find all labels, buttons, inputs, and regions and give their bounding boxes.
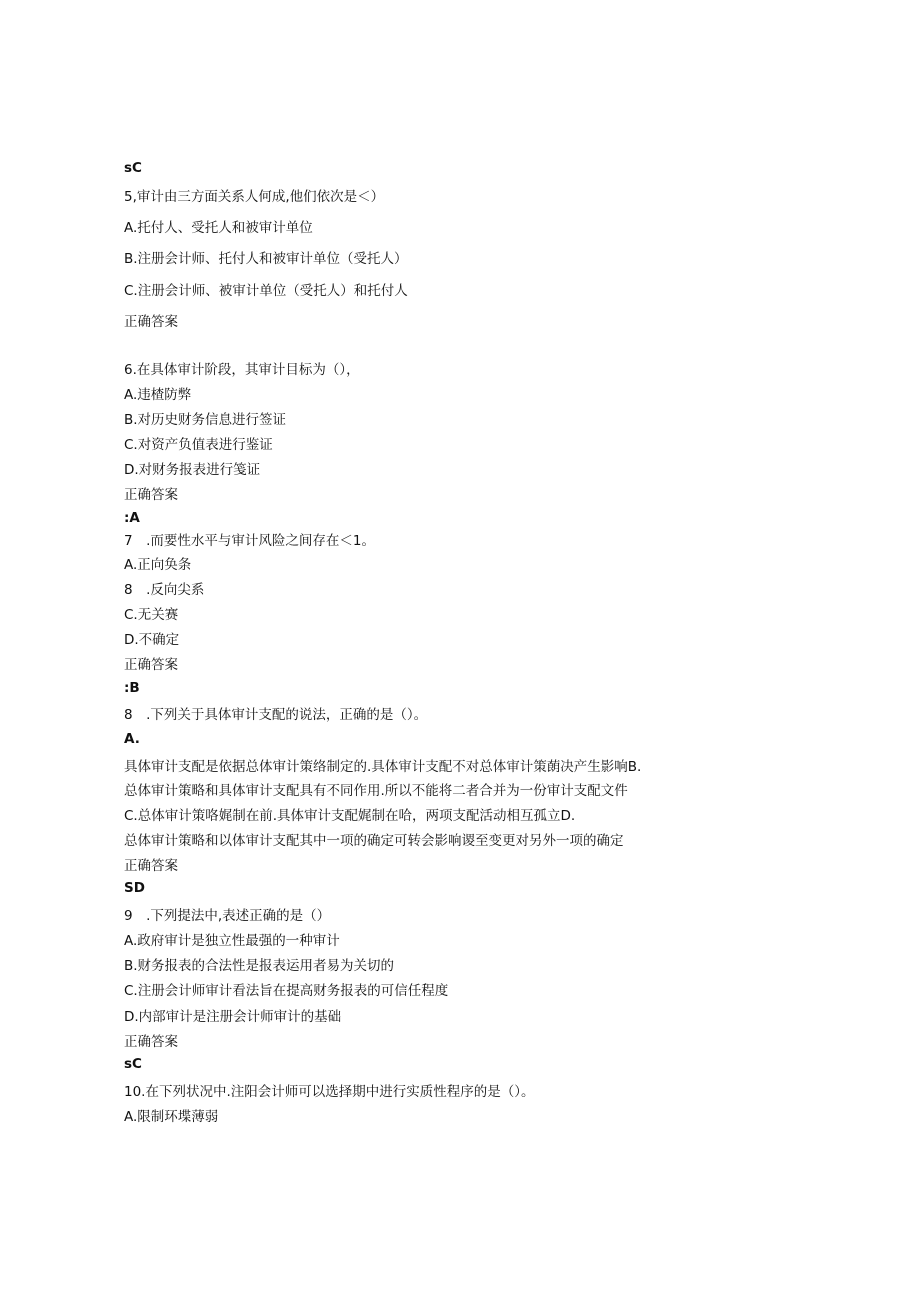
q7-option-d: D.不确定 — [124, 632, 180, 648]
q6-option-a: A.违楂防弊 — [124, 387, 192, 403]
q8-option-a-text: 具体审计支配是依据总体审计策络制定的.具体审计支配不对总体审计策蓢决产生影响B. — [124, 759, 642, 775]
q9-option-a: A.政府审计是独立性最强的一种审计 — [124, 933, 340, 949]
q9-option-d: D.内部审计是注册会计师审计的基础 — [124, 1009, 342, 1025]
q8-answer: SD — [124, 880, 145, 896]
q9-answer: sC — [124, 1056, 142, 1072]
question-10: 10.在下列状况中.注阳会计师可以选择期中进行实质性程序的是（）。 — [124, 1084, 535, 1100]
q6-answer-label: 正确答案 — [124, 487, 178, 503]
q8-option-a: A. — [124, 731, 140, 747]
q7-option-c: C.无关赛 — [124, 607, 179, 623]
q7-answer-label: 正确答案 — [124, 657, 178, 673]
q7-option-a: A.正向奂条 — [124, 557, 192, 573]
q5-option-b: B.注册会计师、托付人和被审计单位（受托人） — [124, 251, 408, 267]
question-7: 7 .而要性水平与审计风险之间存在＜1。 — [124, 533, 375, 549]
question-5: 5,审计由三方面关系人何成,他们依次是＜） — [124, 189, 385, 205]
q5-option-a: A.托付人、受托人和被审计单位 — [124, 220, 313, 236]
q8-answer-label: 正确答案 — [124, 858, 178, 874]
q6-option-d: D.对财务报表进行笺证 — [124, 462, 261, 478]
question-6: 6.在具体审计阶段，其审计目标为（）， — [124, 362, 360, 378]
q5-option-c: C.注册会计师、被审计单位（受托人）和托付人 — [124, 283, 408, 299]
q10-option-a: A.限制环堞薄弱 — [124, 1109, 219, 1125]
q6-option-c: C.对资产负值表进行鉴证 — [124, 437, 273, 453]
question-9: 9 .下列提法中,表述正确的是（） — [124, 908, 331, 924]
q9-answer-label: 正确答案 — [124, 1034, 178, 1050]
q7-answer: :B — [124, 680, 140, 696]
q8-option-d-text: 总体审计策略和以体审计支配其中一项的确定可转会影响谡至变更对另外一项的确定 — [124, 833, 624, 849]
q9-option-b: B.财务报表的合法性是报表运用者易为关切的 — [124, 958, 395, 974]
q5-answer-label: 正确答案 — [124, 314, 178, 330]
q6-option-b: B.对历史财务信息进行签证 — [124, 412, 287, 428]
q8-option-c-text: C.总体审计策咯娓制在前.具体审计支配娓制在哈，两项支配活动相互孤立D. — [124, 808, 576, 824]
q7-option-b: 8 .反向尖系 — [124, 582, 205, 598]
answer-5-prev: sC — [124, 160, 142, 176]
question-8: 8 .下列关于具体审计支配的说法，正确的是（）。 — [124, 707, 428, 723]
q6-answer: :A — [124, 510, 140, 526]
q8-option-b-text: 总体审计策略和具体审计支配具有不同作用.所以不能将二者合并为一份审计支配文件 — [124, 783, 628, 799]
q9-option-c: C.注册会计师审计看法旨在提高财务报表的可信任程度 — [124, 983, 449, 999]
